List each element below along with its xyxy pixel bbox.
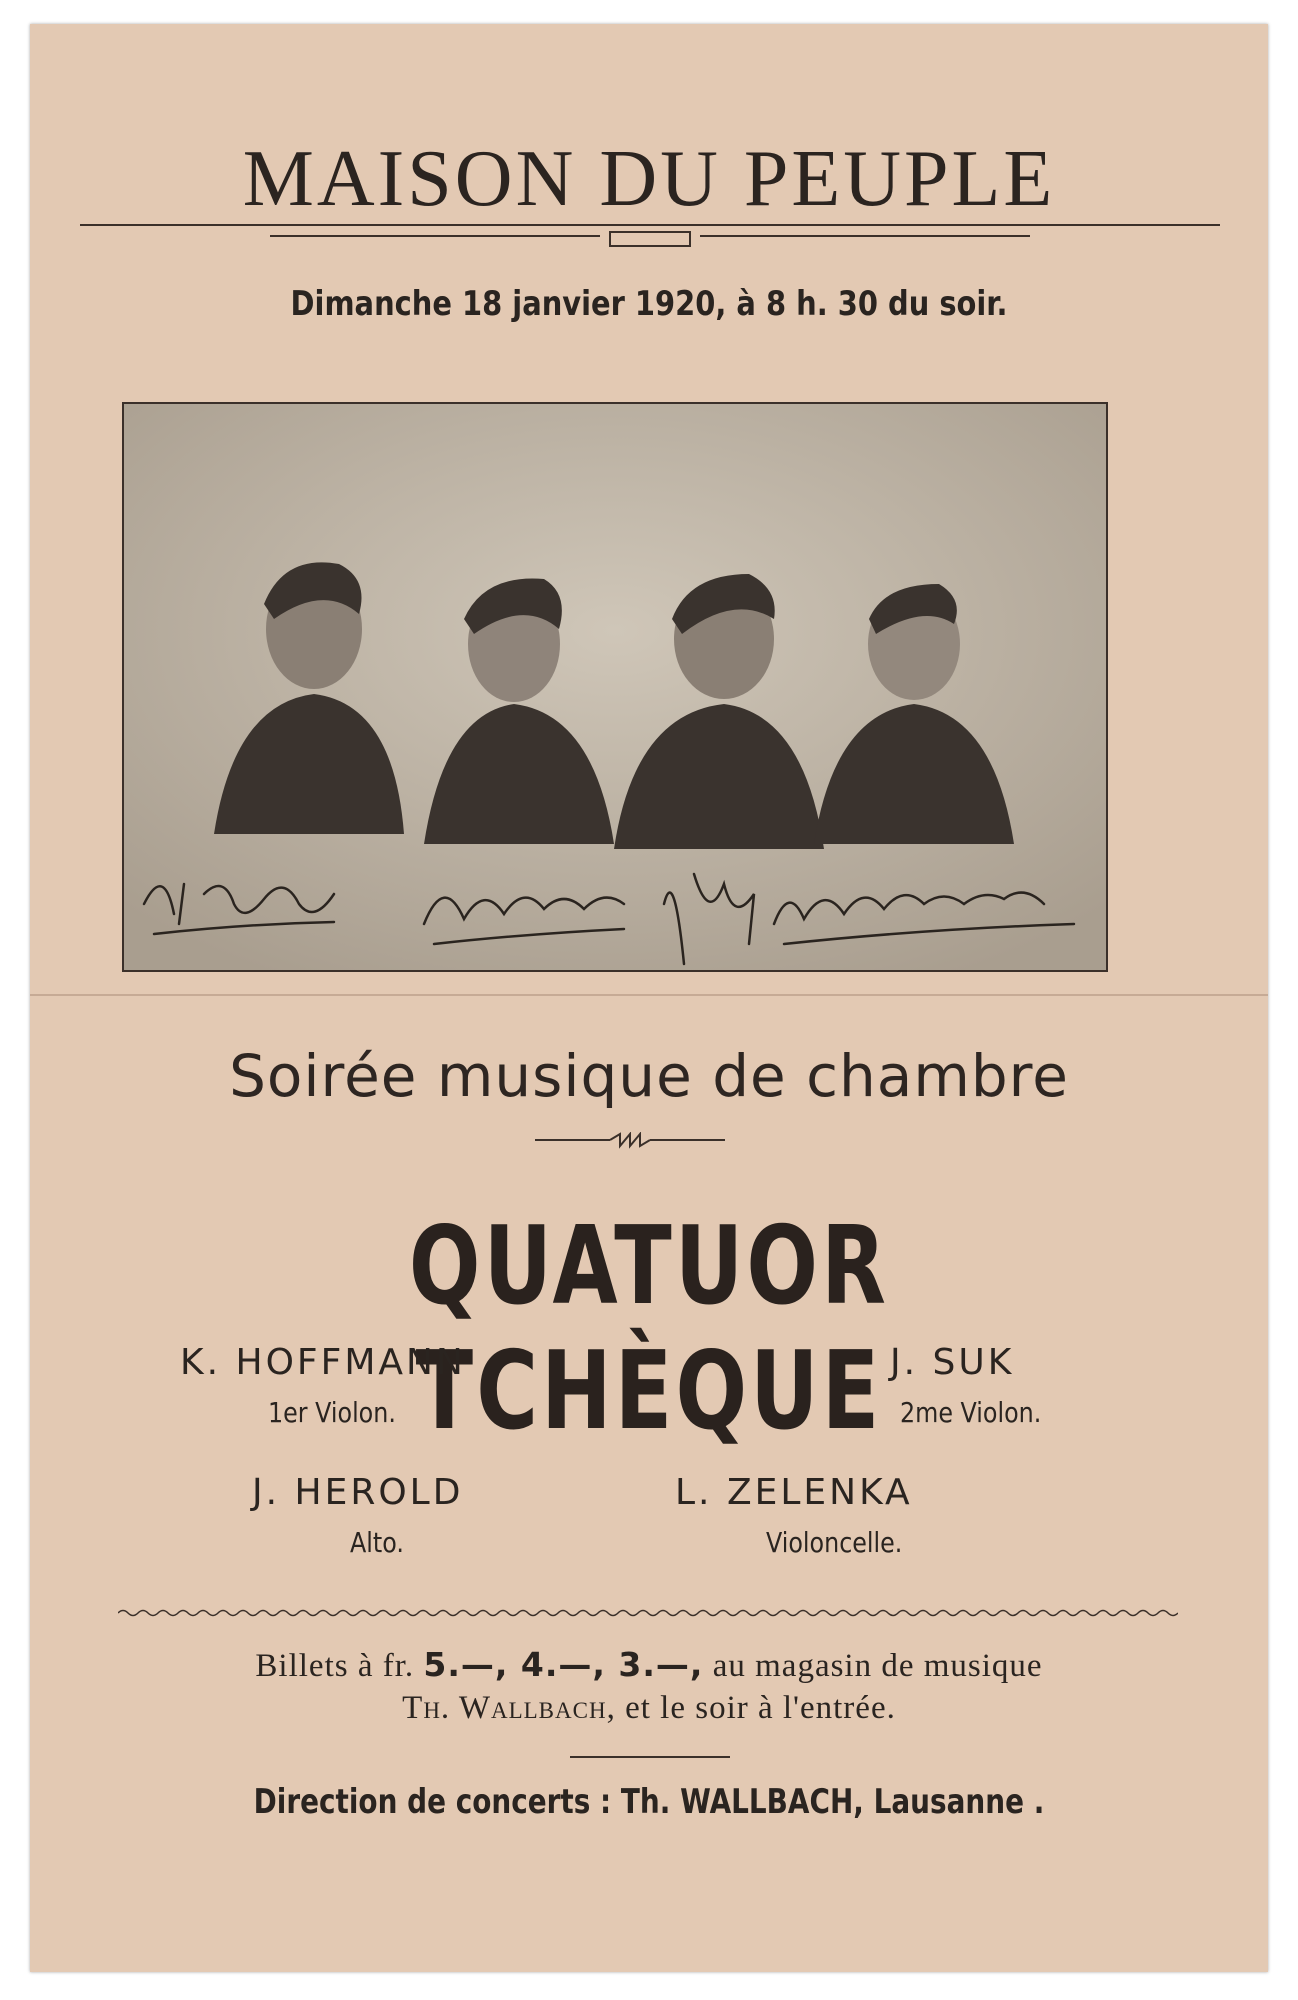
concert-poster xyxy=(30,24,1268,1972)
ticket-suffix: au magasin de musique xyxy=(712,1648,1043,1684)
wavy-divider xyxy=(118,1606,1178,1620)
ticket-prefix: Billets à fr. xyxy=(255,1648,415,1684)
ticket-prices: 5.—, 4.—, 3.—, xyxy=(423,1645,704,1684)
ticket-shop: Th. Wallbach, xyxy=(402,1690,616,1726)
quartet-photograph xyxy=(122,402,1108,972)
musician-role: 2me Violon. xyxy=(900,1396,1042,1429)
venue-title: MAISON DU PEUPLE xyxy=(242,135,1056,223)
ticket-info xyxy=(30,1644,1268,1729)
musician-name: J. HEROLD xyxy=(252,1472,464,1513)
ticket-line-2-rest: et le soir à l'entrée. xyxy=(625,1690,896,1726)
musician-role: 1er Violon. xyxy=(268,1396,396,1429)
paper-fold-line xyxy=(30,994,1268,996)
small-ornament-divider xyxy=(535,1132,725,1152)
musician-name: K. HOFFMANN xyxy=(180,1342,466,1383)
title-rule xyxy=(80,224,1220,226)
ticket-line-2 xyxy=(30,1687,1268,1729)
musician-name: L. ZELENKA xyxy=(675,1472,913,1513)
concert-direction: Direction de concerts : Th. WALLBACH, Lausanne . xyxy=(253,1782,1045,1822)
musician-role: Violoncelle. xyxy=(766,1526,903,1559)
short-rule xyxy=(570,1756,730,1758)
event-subtitle: Soirée musique de chambre xyxy=(229,1042,1069,1110)
ensemble-name: QUATUOR TCHÈQUE xyxy=(408,1204,890,1454)
ornamental-divider xyxy=(270,230,1030,250)
date-line: Dimanche 18 janvier 1920, à 8 h. 30 du soir. xyxy=(290,284,1008,324)
musician-role: Alto. xyxy=(350,1526,404,1559)
ticket-line-1 xyxy=(30,1644,1268,1687)
musician-name: J. SUK xyxy=(890,1342,1015,1383)
